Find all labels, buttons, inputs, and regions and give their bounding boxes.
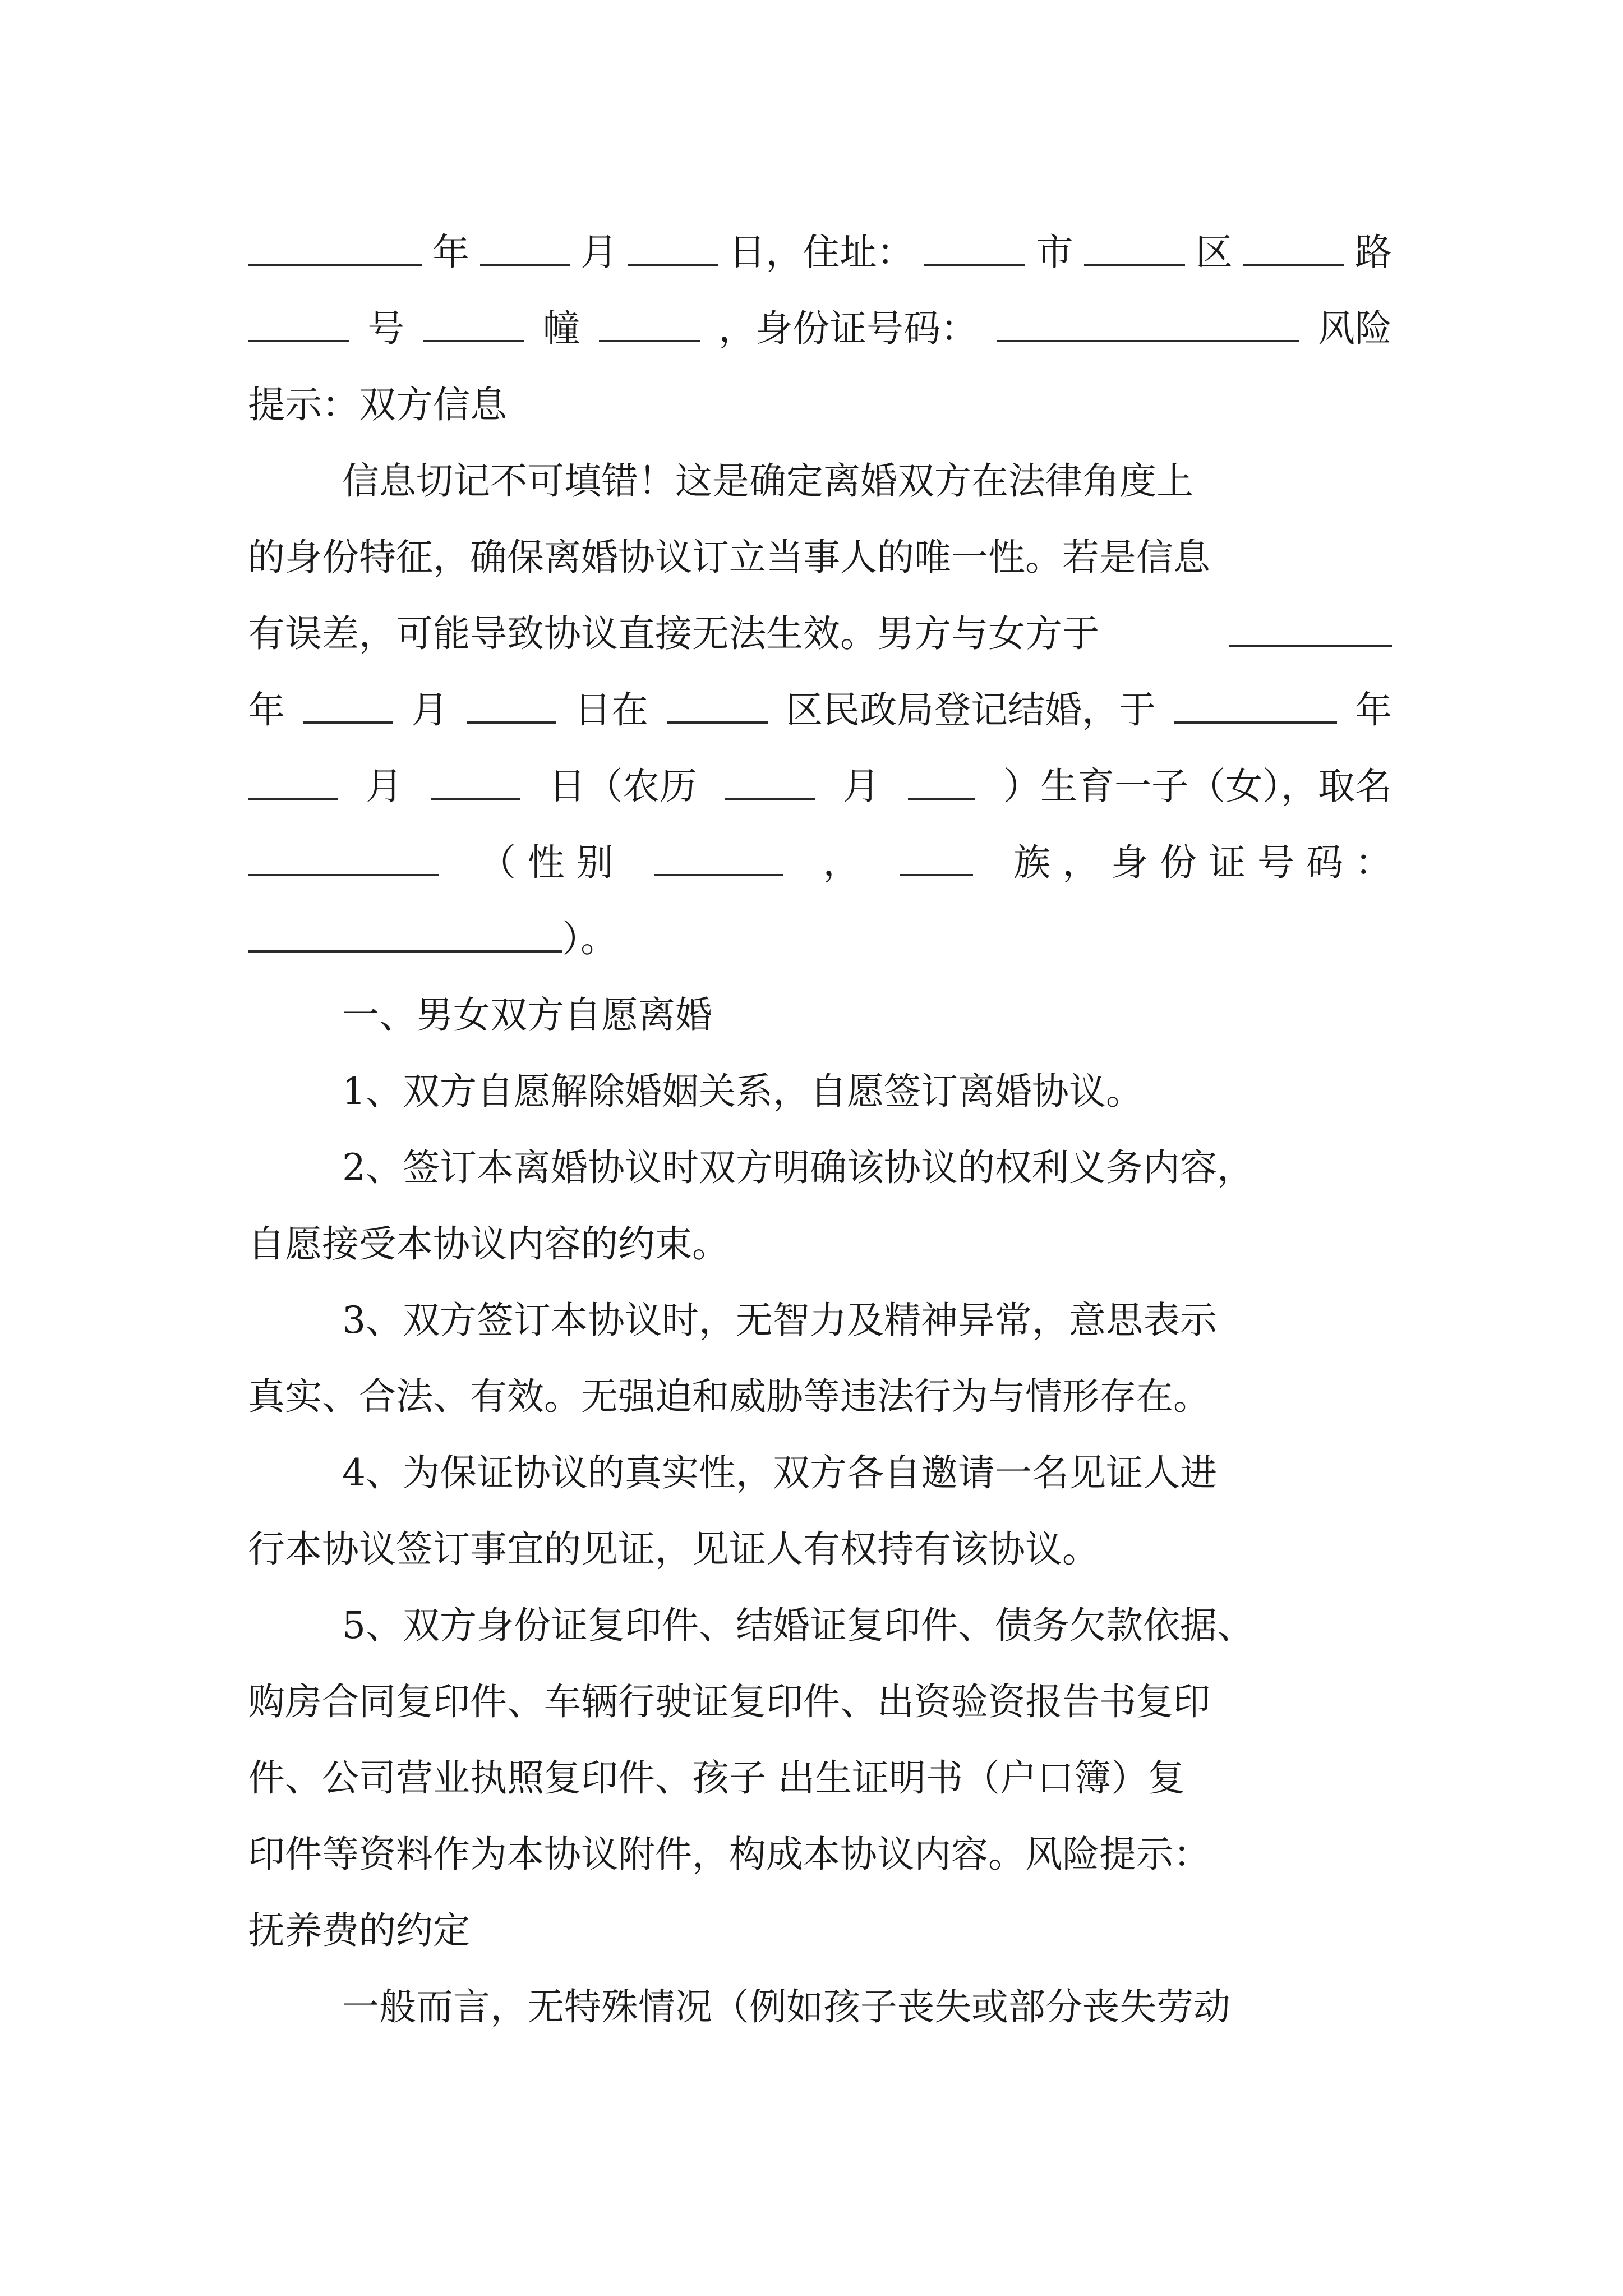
clause-item <box>248 1130 1392 1206</box>
text-segment: 3、双方签订本协议时，无智力及精神异常，意思表示 <box>342 1299 1217 1342</box>
text-segment: 购房合同复印件、车辆行驶证复印件、出资验资报告书复印 <box>248 1680 1210 1723</box>
fill-in-blank <box>303 721 393 724</box>
text-segment: 有误差，可能导致协议直接无法生效。男方与女方于 <box>248 612 1099 655</box>
text-segment: 月 <box>580 231 618 274</box>
text-line <box>248 1664 1392 1740</box>
text-segment: 幢 <box>543 307 580 350</box>
text-line <box>248 291 1392 367</box>
text-segment: 提示：双方信息 <box>248 383 507 426</box>
text-segment: 风险 <box>1317 307 1392 350</box>
text-line <box>248 519 1392 596</box>
text-segment: 的身份特征，确保离婚协议订立当事人的唯一性。若是信息 <box>248 536 1210 579</box>
fill-in-blank <box>1174 721 1337 724</box>
text-line <box>248 1816 1392 1893</box>
fill-in-blank <box>1229 645 1392 647</box>
clause-item <box>248 1588 1392 1664</box>
text-line <box>248 367 1392 443</box>
fill-in-blank <box>1084 264 1185 266</box>
text-segment: 自愿接受本协议内容的约束。 <box>248 1222 729 1266</box>
text-segment: （ 性 别 <box>478 841 614 884</box>
text-segment: 1、双方自愿解除婚姻关系，自愿签订离婚协议。 <box>342 1070 1143 1113</box>
text-segment: 号 <box>367 307 405 350</box>
fill-in-blank <box>248 264 422 266</box>
fill-in-blank <box>480 264 570 266</box>
text-segment: 一般而言，无特殊情况（例如孩子丧失或部分丧失劳动 <box>342 1985 1230 2028</box>
text-segment: ， <box>823 841 860 884</box>
fill-in-blank <box>628 264 718 266</box>
text-line <box>248 1359 1392 1435</box>
text-line <box>248 1893 1392 1969</box>
text-segment: 件、公司营业执照复印件、孩子 出生证明书（户口簿）复 <box>248 1756 1185 1800</box>
fill-in-blank <box>908 798 975 800</box>
text-segment: 4、为保证协议的真实性，双方各自邀请一名见证人进 <box>342 1451 1217 1494</box>
text-segment: 月 <box>411 688 448 731</box>
text-segment: 区民政局登记结婚，于 <box>786 688 1156 731</box>
fill-in-blank <box>667 721 768 724</box>
text-line <box>248 901 1392 977</box>
text-segment: 抚养费的约定 <box>248 1909 470 1952</box>
text-line <box>248 1206 1392 1282</box>
text-segment: 日（农历 <box>548 765 697 808</box>
text-segment: 年 <box>1355 688 1392 731</box>
text-line <box>248 1511 1392 1588</box>
fill-in-blank <box>1243 264 1344 266</box>
text-segment: 年 <box>248 688 285 731</box>
text-segment: 2、签订本离婚协议时双方明确该协议的权利义务内容， <box>342 1146 1254 1189</box>
clause-item <box>248 1053 1392 1130</box>
text-segment: 区 <box>1195 231 1233 274</box>
section-heading <box>248 977 1392 1053</box>
text-segment: ）生育一子（女），取名 <box>1003 765 1392 808</box>
clause-item <box>248 1435 1392 1511</box>
text-line <box>248 825 1392 901</box>
text-segment: 一、男女双方自愿离婚 <box>342 993 712 1037</box>
text-line <box>248 214 1392 291</box>
fill-in-blank <box>900 874 973 876</box>
fill-in-blank <box>467 721 556 724</box>
text-segment: 行本协议签订事宜的见证，见证人有权持有该协议。 <box>248 1527 1099 1571</box>
text-line <box>248 596 1392 672</box>
text-segment: 信息切记不可填错！这是确定离婚双方在法律角度上 <box>342 459 1193 503</box>
text-segment: 印件等资料作为本协议附件，构成本协议内容。风险提示： <box>248 1833 1210 1876</box>
fill-in-blank <box>599 340 700 342</box>
text-segment: 月 <box>366 765 403 808</box>
paragraph-first-line <box>248 1969 1392 2045</box>
fill-in-blank <box>248 874 439 876</box>
text-segment: 路 <box>1354 231 1392 274</box>
fill-in-blank <box>725 798 815 800</box>
text-segment: 年 <box>432 231 470 274</box>
fill-in-blank <box>997 340 1299 342</box>
fill-in-blank <box>248 950 562 953</box>
document-body <box>248 214 1392 2045</box>
fill-in-blank <box>248 340 349 342</box>
text-segment: 日在 <box>574 688 648 731</box>
text-line <box>248 748 1392 825</box>
text-segment: 日，住址： <box>728 231 914 274</box>
paragraph-first-line <box>248 443 1392 519</box>
fill-in-blank <box>423 340 524 342</box>
fill-in-blank <box>924 264 1025 266</box>
fill-in-blank <box>431 798 520 800</box>
text-line <box>248 1740 1392 1816</box>
fill-in-blank <box>248 798 338 800</box>
text-segment: 月 <box>842 765 880 808</box>
text-line <box>248 672 1392 748</box>
text-segment: ）。 <box>562 917 617 960</box>
fill-in-blank <box>654 874 783 876</box>
text-segment: ，身份证号码： <box>718 307 978 350</box>
text-segment: 5、双方身份证复印件、结婚证复印件、债务欠款依据、 <box>342 1604 1254 1647</box>
clause-item <box>248 1282 1392 1359</box>
text-segment: 市 <box>1036 231 1073 274</box>
text-segment: 族 ， 身 份 证 号 码 ： <box>1013 841 1392 884</box>
text-segment: 真实、合法、有效。无强迫和威胁等违法行为与情形存在。 <box>248 1375 1210 1418</box>
